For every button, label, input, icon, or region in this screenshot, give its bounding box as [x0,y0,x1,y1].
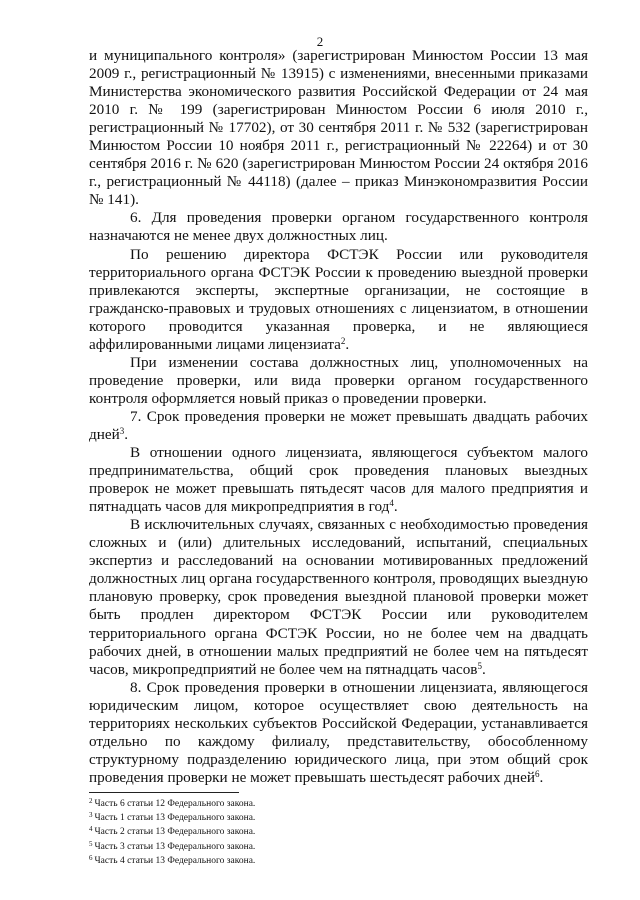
footnote-number: 5 [89,839,93,848]
footnote-text: Часть 3 статьи 13 Федерального закона. [94,841,256,852]
footnote-text: Часть 4 статьи 13 Федерального закона. [94,855,256,866]
paragraph-text: В отношении одного лицензиата, являющегося субъектом малого предпринимательства, общий срок проведения плановых выездных проверок не может превышать пятьдесят часов для малого предприятия и пятнадцать часов для микропредприятия в год [89,444,588,516]
footnote-separator [89,792,239,793]
paragraph-small-business [89,444,588,516]
footnotes [89,797,588,868]
paragraph-tail: . [345,335,350,353]
footnote-text: Часть 2 статьи 13 Федерального закона. [94,827,256,838]
footnote-ref: 6 [534,768,540,779]
footnote-number: 3 [89,811,93,820]
page-number: 2 [316,34,324,49]
paragraph-text: 8. Срок проведения проверки в отношении лицензиата, являющегося юридическим лицом, которое осуществляет свою деятельность на территориях нескольких субъектов Российской Федерации, устанавливается отдельно по каждому филиалу, представительству, обособленному структурному подразделению юридического лица, при этом общий срок проведения проверки не может превышать шестьдесят рабочих дней [89,678,588,786]
paragraph-item-6 [89,209,588,245]
paragraph-tail: . [539,768,544,786]
footnote-text: Часть 6 статьи 12 Федерального закона. [94,799,256,809]
paragraph-tail: . [124,425,129,443]
paragraph-text: В исключительных случаях, связанных с необходимостью проведения сложных и (или) длительных исследований, испытаний, специальных экспертиз и расследований на основании мотивированных предложений должностных лиц органа государственного контроля, проводящих выездную плановую проверку, срок проведения выездной плановой проверки может быть продлен директором ФСТЭК России или руководителем территориального органа ФСТЭК России, но не более чем на двадцать рабочих дней, в отношении малых предприятий не более чем на пятьдесят часов, микропредприятий не более чем на пятнадцать часов [89,516,588,678]
footnote-item [89,840,588,854]
paragraph-item-8 [89,679,588,787]
footnote-ref: 5 [477,660,482,671]
footnote-number: 2 [89,797,93,805]
paragraph-item-7 [89,408,588,444]
paragraph-tail: . [393,498,398,516]
paragraph-text: 6. Для проведения проверки органом государственного контроля назначаются не менее двух должностных лиц. [89,209,588,245]
paragraph-text: и муниципального контроля» (зарегистрирован Минюстом России 13 мая 2009 г., регистрационный № 13915) с изменениями, внесенными приказами Министерства экономического развития Российской Федерации от 24 мая 2010 г. № 199 (зарегистрирован Минюстом России 6 июля 2010 г., регистрационный № 17702), от 30 сентября 2011 г. № 532 (зарегистрирован Минюстом России 10 ноября 2011 г., регистрационный № 22264) и от 30 сентября 2016 г. № 620 (зарегистрирован Минюстом России 24 октября 2016 г., регистрационный № 44118) (далее – приказ Минэкономразвития России № 141). [89,47,588,209]
paragraph-change-of-staff [89,354,588,408]
paragraph-experts [89,246,588,354]
footnote-number: 6 [89,853,93,862]
footnote-item [89,854,588,868]
paragraph-exceptional-cases [89,516,588,678]
footnote-item [89,797,588,811]
paragraph-tail: . [481,660,486,678]
footnote-item [89,811,588,825]
footnote-item [89,825,588,839]
paragraph-continuation [89,47,588,209]
footnote-ref: 3 [119,425,125,436]
footnote-ref: 2 [340,335,346,346]
document-body [89,47,588,787]
footnote-ref: 4 [389,498,394,509]
footnote-number: 4 [89,825,93,834]
paragraph-text: 7. Срок проведения проверки не может превышать двадцать рабочих дней [89,407,588,443]
footnote-text: Часть 1 статьи 13 Федерального закона. [94,813,256,824]
paragraph-text: По решению директора ФСТЭК России или руководителя территориального органа ФСТЭК России к проведению выездной проверки привлекаются эксперты, экспертные организации, не состоящие в гражданско-правовых и трудовых отношениях с лицензиатом, в отношении которого проводится указанная проверка, и не являющиеся аффилированными лицами лицензиата [89,245,588,353]
paragraph-text: При изменении состава должностных лиц, уполномоченных на проведение проверки, или вида проверки органом государственного контроля оформляется новый приказ о проведении проверки. [89,353,588,407]
